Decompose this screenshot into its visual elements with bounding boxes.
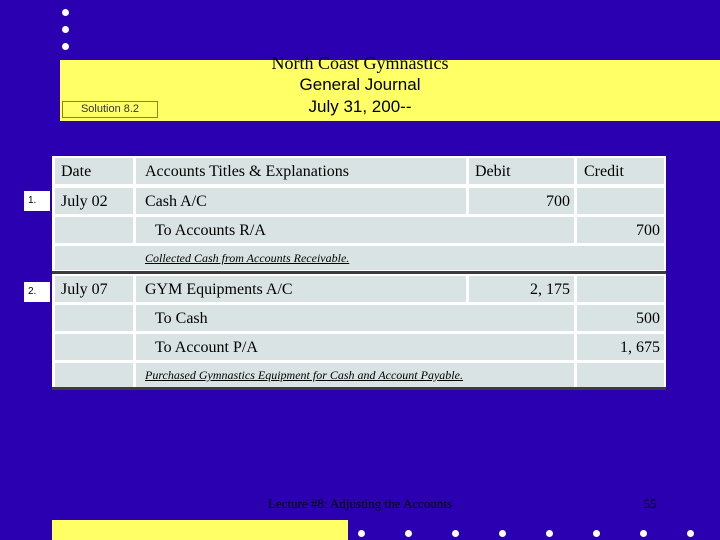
table-bottom-border bbox=[52, 387, 666, 390]
header-date: Date bbox=[61, 163, 92, 180]
footer-text: Lecture #8: Adjusting the Accounts bbox=[267, 496, 453, 511]
bullet-dot bbox=[640, 530, 647, 537]
bottom-band bbox=[52, 520, 348, 540]
entry-2-narration: Purchased Gymnastics Equipment for Cash and Account Payable. bbox=[145, 368, 463, 382]
entry-1-narration: Collected Cash from Accounts Receivable. bbox=[145, 251, 350, 265]
entry-2-narration-left bbox=[55, 363, 133, 387]
header-debit: Debit bbox=[475, 163, 511, 180]
entry-1-debit-amount: 700 bbox=[546, 193, 570, 210]
entry-1-credit-account: To Accounts R/A bbox=[155, 222, 266, 239]
entry-2-credit-cell bbox=[577, 276, 664, 302]
entry-1-credit-row-left bbox=[55, 217, 133, 243]
bullet-dot bbox=[62, 43, 69, 50]
journal-date: July 31, 200-- bbox=[308, 97, 412, 116]
company-name: North Coast Gymnastics bbox=[271, 53, 449, 73]
journal-name: General Journal bbox=[299, 75, 421, 94]
journal-title bbox=[230, 52, 490, 118]
entry-2-date: July 07 bbox=[61, 281, 108, 298]
entry-2-debit-amount: 2, 175 bbox=[530, 281, 570, 298]
entry-2-credit-row-1-left bbox=[55, 305, 133, 331]
bullet-dot bbox=[62, 9, 69, 16]
page-number: 55 bbox=[643, 496, 657, 511]
entry-number: 2. bbox=[24, 282, 50, 302]
entry-1-date: July 02 bbox=[61, 193, 108, 210]
entry-2-credit-row-2-left bbox=[55, 334, 133, 360]
header-accounts: Accounts Titles & Explanations bbox=[145, 163, 349, 180]
entry-2-credit-amount-2: 1, 675 bbox=[620, 339, 660, 356]
bullet-dot bbox=[499, 530, 506, 537]
bullet-dot bbox=[405, 530, 412, 537]
entry-1-credit-amount: 700 bbox=[636, 222, 660, 239]
entry-2-credit-account-2: To Account P/A bbox=[155, 339, 258, 356]
bullet-dot bbox=[687, 530, 694, 537]
bullet-dot bbox=[546, 530, 553, 537]
entry-2-credit-account-1: To Cash bbox=[155, 310, 208, 327]
entry-number: 1. bbox=[24, 191, 50, 211]
bullet-dot bbox=[62, 26, 69, 33]
entry-2-debit-account: GYM Equipments A/C bbox=[145, 281, 293, 298]
solution-label: Solution 8.2 bbox=[62, 101, 158, 118]
entry-1-credit-cell bbox=[577, 188, 664, 214]
entry-2-narration-right bbox=[577, 363, 664, 387]
entry-1-debit-account: Cash A/C bbox=[145, 193, 207, 210]
entry-2-credit-amount-1: 500 bbox=[636, 310, 660, 327]
bullet-dot bbox=[452, 530, 459, 537]
header-credit: Credit bbox=[584, 163, 624, 180]
bullet-dot bbox=[358, 530, 365, 537]
bullet-dot bbox=[593, 530, 600, 537]
